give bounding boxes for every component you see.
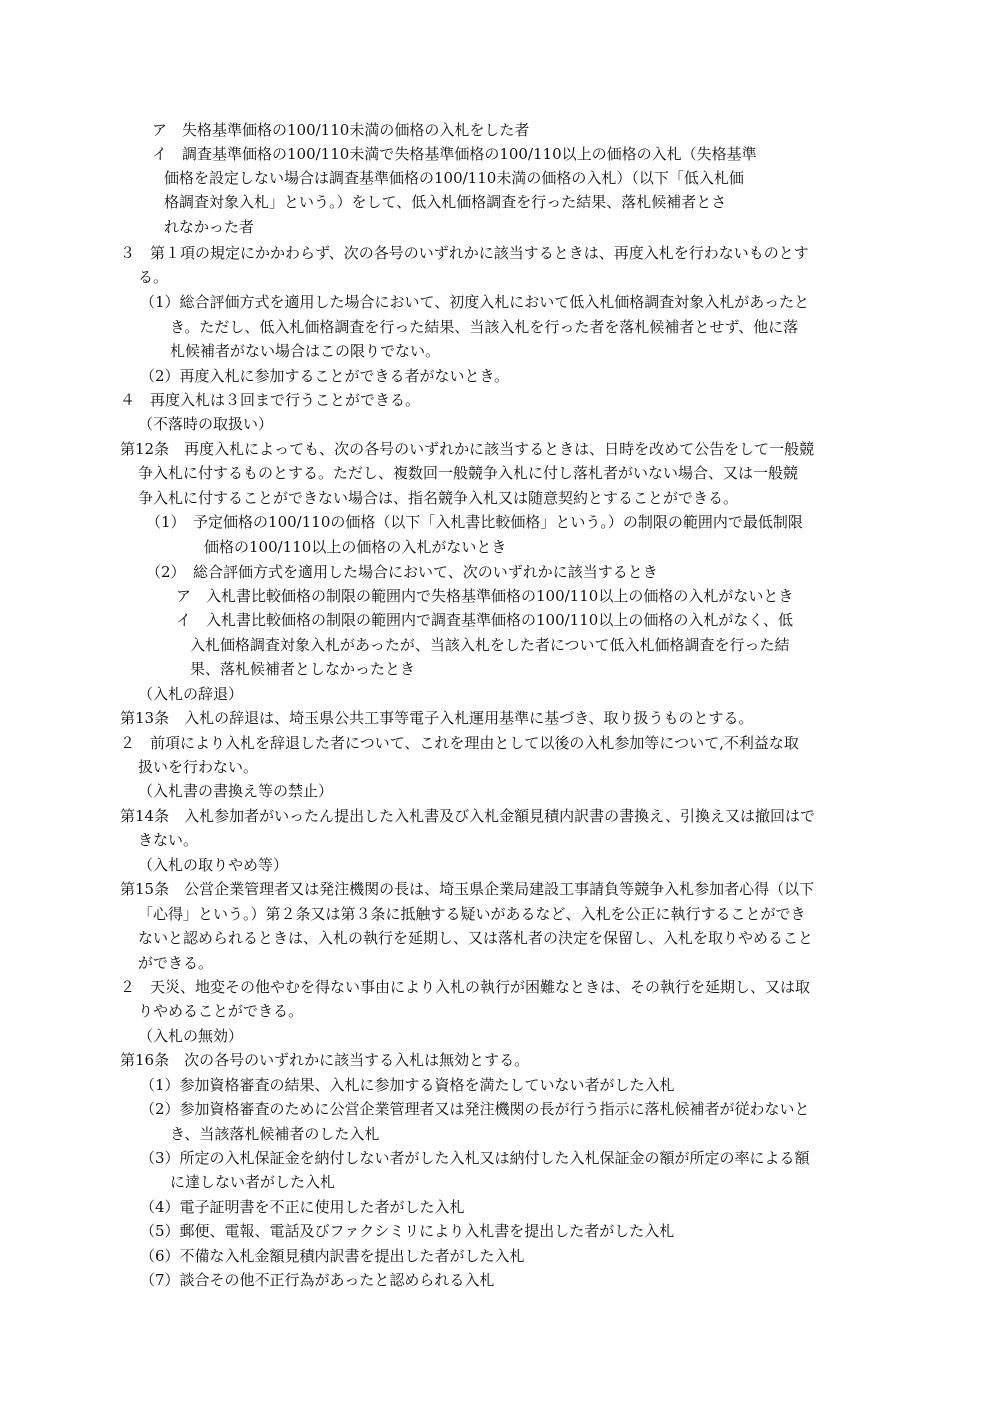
- text-line: 扱いを行わない。: [138, 758, 259, 776]
- text-line: （2） 総合評価方式を適用した場合において、次のいずれかに該当するとき: [146, 563, 658, 581]
- text-line: 価格を設定しない場合は調査基準価格の100/110未満の価格の入札）（以下「低入札価: [164, 169, 744, 187]
- text-line: イ 入札書比較価格の制限の範囲内で調査基準価格の100/110以上の価格の入札がなく、低: [176, 611, 794, 629]
- text-line: 第14条 入札参加者がいったん提出した入札書及び入札金額見積内訳書の書換え、引換え又は撤回はで: [120, 807, 815, 825]
- text-line: ２ 前項により入札を辞退した者について、これを理由として以後の入札参加等について,不利益な取: [120, 734, 799, 752]
- text-line: ３ 第１項の規定にかかわらず、次の各号のいずれかに該当するときは、再度入札を行わないものとす: [120, 244, 809, 262]
- text-line: （2）参加資格審査のために公営企業管理者又は発注機関の長が行う指示に落札候補者が従わないと: [140, 1100, 810, 1118]
- text-line: （入札の無効）: [138, 1027, 244, 1045]
- text-line: （2）再度入札に参加することができる者がないとき。: [140, 367, 509, 385]
- text-line: （入札書の書換え等の禁止）: [138, 782, 334, 800]
- text-line: 争入札に付することができない場合は、指名競争入札又は随意契約とすることができる。: [138, 489, 739, 507]
- text-line: 果、落札候補者としなかったとき: [190, 660, 416, 678]
- text-line: きない。: [138, 831, 199, 849]
- text-line: （5）郵便、電報、電話及びファクシミリにより入札書を提出した者がした入札: [140, 1222, 675, 1240]
- text-line: 第13条 入札の辞退は、埼玉県公共工事等電子入札運用基準に基づき、取り扱うものとする。: [120, 709, 754, 727]
- text-line: 入札価格調査対象入札があったが、当該入札をした者について低入札価格調査を行った結: [190, 636, 790, 654]
- text-line: 第15条 公営企業管理者又は発注機関の長は、埼玉県企業局建設工事請負等競争入札参加者心得（以下: [120, 880, 815, 898]
- text-line: 争入札に付するものとする。ただし、複数回一般競争入札に付し落札者がいない場合、又は一般競: [138, 464, 799, 482]
- text-line: （入札の辞退）: [138, 685, 244, 703]
- text-line: （入札の取りやめ等）: [138, 856, 289, 874]
- text-line: 「心得」という。）第２条又は第３条に抵触する疑いがあるなど、入札を公正に執行することができ: [138, 905, 806, 923]
- text-line: る。: [138, 268, 169, 286]
- text-line: き、当該落札候補者のした入札: [170, 1125, 380, 1143]
- text-line: （7）談合その他不正行為があったと認められる入札: [140, 1271, 495, 1289]
- text-line: に達しない者がした入札: [170, 1173, 336, 1191]
- text-line: 第12条 再度入札によっても、次の各号のいずれかに該当するときは、日時を改めて公告をして一般競: [120, 440, 815, 458]
- text-line: ア 入札書比較価格の制限の範囲内で失格基準価格の100/110以上の価格の入札がないとき: [176, 587, 794, 605]
- text-line: 格調査対象入札」という。）をして、低入札価格調査を行った結果、落札候補者とさ: [164, 193, 727, 211]
- text-line: 第16条 次の各号のいずれかに該当する入札は無効とする。: [120, 1051, 530, 1069]
- text-line: （1）参加資格審査の結果、入札に参加する資格を満たしていない者がした入札: [140, 1076, 675, 1094]
- text-line: （3）所定の入札保証金を納付しない者がした入札又は納付した入札保証金の額が所定の率による額: [140, 1149, 810, 1167]
- text-line: き。ただし、低入札価格調査を行った結果、当該入札を行った者を落札候補者とせず、他に落: [170, 318, 799, 336]
- text-line: 札候補者がない場合はこの限りでない。: [170, 342, 441, 360]
- text-line: ア 失格基準価格の100/110未満の価格の入札をした者: [152, 121, 530, 139]
- text-line: （1）総合評価方式を適用した場合において、初度入札において低入札価格調査対象入札があったと: [140, 293, 810, 311]
- text-line: （6）不備な入札金額見積内訳書を提出した者がした入札: [140, 1247, 525, 1265]
- text-line: （不落時の取扱い）: [138, 415, 274, 433]
- text-line: ２ 天災、地変その他やむを得ない事由により入札の執行が困難なときは、その執行を延期し、又は取: [120, 978, 811, 996]
- text-line: ができる。: [138, 954, 214, 972]
- text-line: （4）電子証明書を不正に使用した者がした入札: [140, 1198, 465, 1216]
- text-line: れなかった者: [164, 218, 255, 236]
- text-line: イ 調査基準価格の100/110未満で失格基準価格の100/110以上の価格の入札（失格基準: [152, 145, 757, 163]
- text-line: ないと認められるときは、入札の執行を延期し、又は落札者の決定を保留し、入札を取りやめること: [138, 929, 814, 947]
- text-line: （1） 予定価格の100/110の価格（以下「入札書比較価格」という。）の制限の範囲内で最低制限: [146, 513, 803, 531]
- text-line: りやめることができる。: [138, 1002, 304, 1020]
- text-line: ４ 再度入札は３回まで行うことができる。: [120, 391, 421, 409]
- text-line: 価格の100/110以上の価格の入札がないとき: [204, 538, 507, 556]
